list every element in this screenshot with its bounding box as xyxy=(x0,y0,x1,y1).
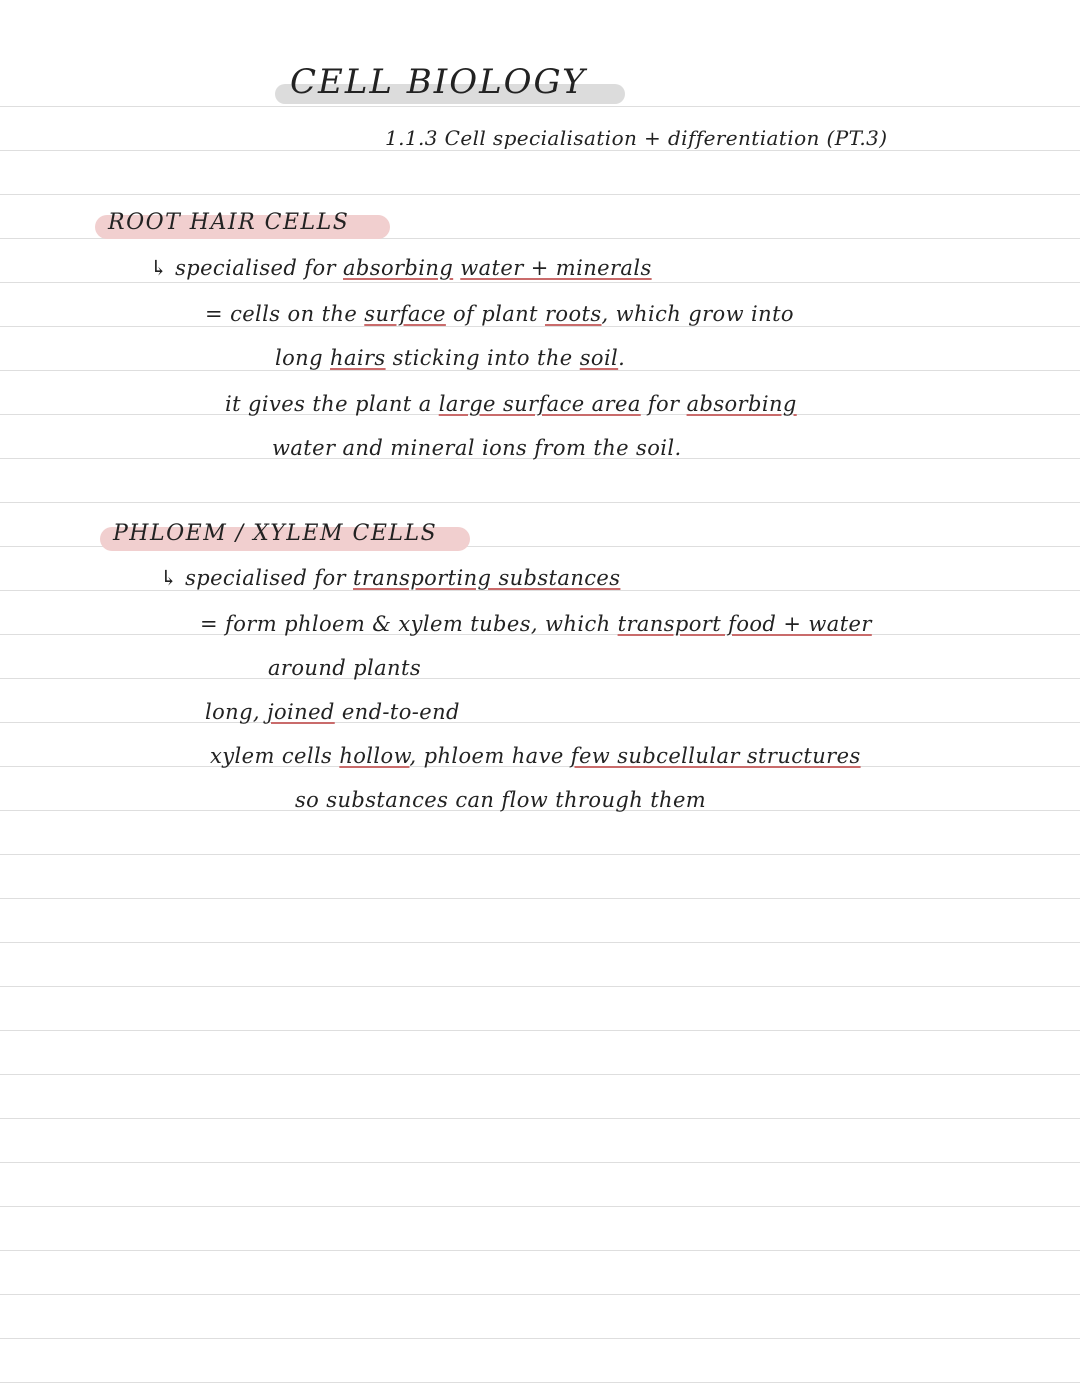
note-line: ↳ specialised for absorbing water + minerals xyxy=(150,256,652,280)
section-heading-root-hair: ROOT HAIR CELLS xyxy=(108,210,350,235)
note-line: = cells on the surface of plant roots, which grow into xyxy=(205,302,794,326)
note-line: it gives the plant a large surface area for absorbing xyxy=(225,392,797,416)
page-title: CELL BIOLOGY xyxy=(290,62,587,102)
note-line: xylem cells hollow, phloem have few subcellular structures xyxy=(210,744,861,768)
note-line: around plants xyxy=(268,656,421,680)
note-line: so substances can flow through them xyxy=(295,788,707,812)
note-line: long hairs sticking into the soil. xyxy=(275,346,626,370)
section-heading-phloem-xylem: PHLOEM / XYLEM CELLS xyxy=(113,521,438,546)
note-line: water and mineral ions from the soil. xyxy=(272,436,682,460)
note-line: = form phloem & xylem tubes, which transport food + water xyxy=(200,612,872,636)
page-subtitle: 1.1.3 Cell specialisation + differentiation (PT.3) xyxy=(385,126,888,150)
note-line: long, joined end-to-end xyxy=(205,700,460,724)
note-line: ↳ specialised for transporting substances xyxy=(160,566,621,590)
